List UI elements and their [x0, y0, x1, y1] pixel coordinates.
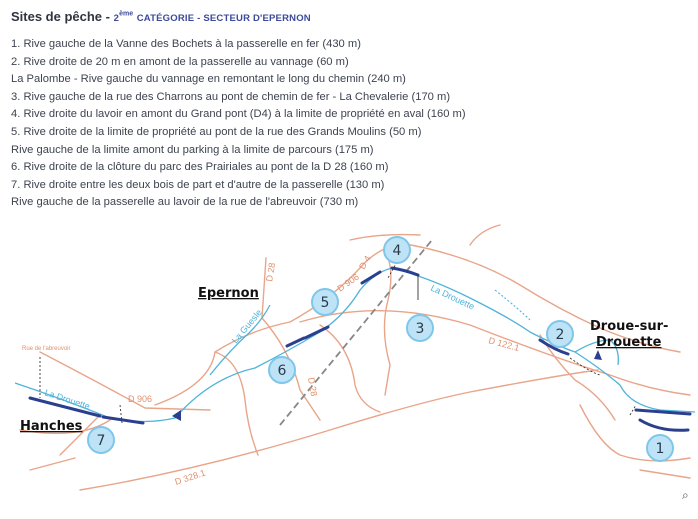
- road-label-d1221: D 122.1: [487, 335, 521, 354]
- road-d3281: [80, 370, 598, 490]
- note-abreuvoir: Rue de l'abreuvoir: [22, 346, 71, 352]
- site-item-abreuvoir: Rive gauche de la passerelle au lavoir de la rue de l'abreuvoir (730 m): [11, 196, 359, 209]
- site-item-parking: Rive gauche de la limite amont du parking à la limite de parcours (175 m): [11, 143, 374, 156]
- site-marker-label: 7: [96, 433, 106, 449]
- town-epernon: Epernon: [198, 286, 259, 301]
- site-marker-4: [384, 237, 410, 263]
- site-marker-7: [88, 427, 114, 453]
- road-local-8: [470, 225, 500, 245]
- site-marker-1: [647, 435, 673, 461]
- fishing-map: [0, 215, 698, 515]
- river-labels: [43, 283, 476, 412]
- site-item-1: 1. Rive gauche de la Vanne des Bochets à la passerelle en fer (430 m): [11, 38, 361, 50]
- site-item-5: 5. Rive droite de la limite de propriété au pont de la rue des Grands Moulins (50 m): [11, 125, 422, 138]
- fishing-sections: [30, 268, 690, 430]
- river-dotted-branch: [495, 290, 530, 320]
- site-item-3: 3. Rive gauche de la rue des Charrons au pont de chemin de fer - La Chevalerie (170 m): [11, 90, 451, 103]
- site-marker-label: 4: [392, 243, 402, 259]
- town-droue-line2: Drouette: [596, 335, 662, 350]
- section-6: [287, 338, 304, 346]
- river-label-guesle: La Guesle: [229, 307, 264, 346]
- road-label-d4: D 4: [357, 253, 373, 271]
- site-marker-6: [269, 357, 295, 383]
- site-marker-label: 2: [555, 327, 565, 343]
- road-label-d906-west: D 906: [128, 394, 153, 404]
- flow-arrow-west: [172, 410, 181, 421]
- magnifier-icon[interactable]: ⌕: [682, 488, 689, 502]
- section-parking: [362, 272, 380, 283]
- road-label-d28-south: D 28: [306, 376, 320, 398]
- road-local-7: [640, 470, 690, 478]
- title-superscript: ème: [119, 10, 134, 18]
- site-marker-label: 5: [320, 295, 330, 311]
- section-5: [305, 327, 328, 338]
- site-marker-label: 3: [415, 321, 425, 337]
- site-marker-label: 1: [655, 441, 665, 457]
- road-d4: [384, 250, 390, 395]
- site-item-palombe: La Palombe - Rive gauche du vannage en remontant le long du chemin (240 m): [11, 73, 406, 86]
- road-label-d28-north: D 28: [264, 261, 278, 283]
- site-item-6: 6. Rive droite de la clôture du parc des Prairiales au pont de la D 28 (160 m): [11, 161, 389, 174]
- site-marker-5: [312, 289, 338, 315]
- road-local-9: [350, 235, 420, 240]
- river-label-drouette-east: La Drouette: [429, 282, 477, 312]
- road-local-2: [320, 325, 380, 412]
- section-1: [636, 410, 690, 414]
- section-palombe: [640, 420, 688, 430]
- road-d28-north: [262, 258, 266, 318]
- title-number: 2: [113, 13, 120, 24]
- page-title: [11, 9, 311, 24]
- town-labels: [20, 286, 668, 434]
- town-hanches: Hanches: [20, 419, 83, 434]
- title-main: Sites de pêche -: [11, 9, 114, 24]
- road-label-d906-center: D 906: [335, 271, 361, 294]
- site-marker-2: [547, 321, 573, 347]
- rivers: [15, 268, 695, 422]
- town-droue-line1: Droue-sur-: [590, 319, 669, 334]
- flow-arrow-east: [594, 350, 602, 360]
- site-item-7: 7. Rive droite entre les deux bois de part et d'autre de la passerelle (130 m): [11, 178, 385, 191]
- site-marker-3: [407, 315, 433, 341]
- road-local-1: [215, 352, 258, 455]
- title-subtitle: CATÉGORIE - SECTEUR D'EPERNON: [136, 13, 311, 24]
- sites-list: [11, 36, 466, 212]
- site-item-2: 2. Rive droite de 20 m en amont de la passerelle au vannage (60 m): [11, 55, 349, 68]
- road-label-d3281: D 328.1: [173, 467, 207, 487]
- roads: [20, 225, 690, 490]
- river-drouette: [15, 268, 695, 422]
- section-4: [392, 268, 418, 275]
- river-label-drouette-west: La Drouette: [43, 387, 92, 412]
- site-item-4: 4. Rive droite du lavoir en amont du Grand pont (D4) à la limite de propriété en aval (160 m): [11, 108, 466, 121]
- road-local-10: [30, 458, 75, 470]
- site-marker-label: 6: [277, 363, 287, 379]
